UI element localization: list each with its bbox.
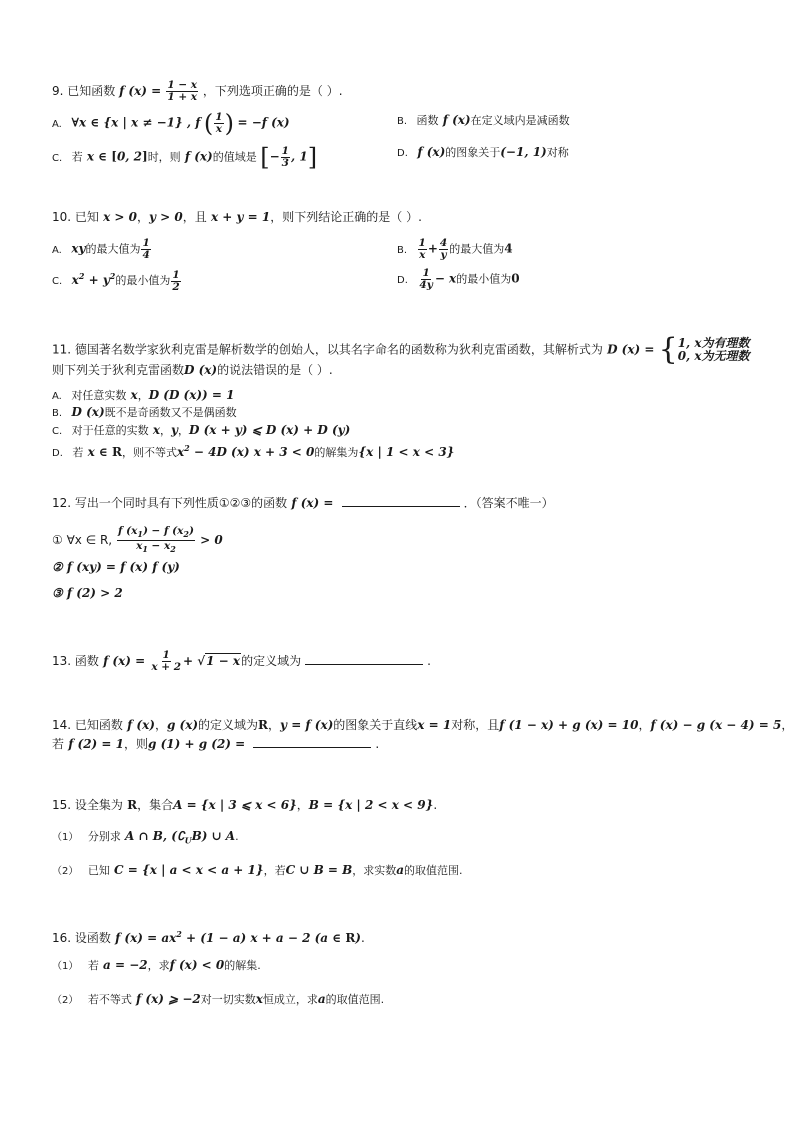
q14-stem-line1: 14. 已知函数 f (x)，g (x)的定义域为R，y = f (x)的图象关于直线x = 1对称，且f (1 − x) + g (x) = 10，f (x) − g (x − 4) = 5，	[52, 718, 794, 732]
q11-piecewise: { 1, x为有理数 0, x为无理数	[658, 332, 750, 367]
q13-stem: 13. 函数 f (x) = $\frac{1}{x + 2}$ + √1 − x的定义域为 .	[52, 649, 431, 673]
q9-option-d: D. f (x)的图象关于(−1, 1)对称	[397, 145, 569, 159]
q12-property-1: ① ∀x ∈ R, $\frac{f (x_1) - f (x_2)}{x_1 - x_2}$ > 0	[52, 525, 223, 555]
q15-part-2: （2） 已知 C = {x | a < x < a + 1}，若C ∪ B = B，求实数a的取值范围.	[52, 863, 463, 877]
q12-property-2: ② f (xy) = f (x) f (y)	[52, 560, 180, 574]
q10-option-d: D. $\frac{1}{4y}$ − x的最小值为0	[397, 267, 520, 291]
q11-stem-line2: 则下列关于狄利克雷函数D (x)的说法错误的是（ ）.	[52, 363, 333, 377]
q12-property-3: ③ f (2) > 2	[52, 586, 123, 600]
q9-option-b: B. 函数 f (x)在定义域内是减函数	[397, 113, 570, 127]
q14-answer-blank[interactable]	[253, 737, 371, 748]
q9-option-a: A. ∀x ∈ {x | x ≠ −1} , f ( $\frac{1}{x}$ ) = −f (x)	[52, 109, 290, 138]
q9-stem: 9. 已知函数 f (x) = $\frac{1 - x}{1 + x}$ ，下列选项正确的是（ ）.	[52, 79, 343, 103]
q12-stem: 12. 写出一个同时具有下列性质①②③的函数 f (x) = ．（答案不唯一）	[52, 496, 554, 510]
q11-option-d: D. 若 x ∈ R，则不等式$x^2 - 4D$ (x) x + 3 < 0的解集为{x | 1 < x < 3}	[52, 443, 455, 459]
q10-option-b: B. $\frac{1}{x}$ + $\frac{4}{y}$ 的最大值为4	[397, 237, 513, 261]
q10-option-a: A. xy的最大值为 $\frac{1}{4}$	[52, 237, 150, 261]
q11-option-a: A. 对任意实数 x，D (D (x)) = 1	[52, 388, 235, 402]
q16-stem: 16. 设函数 f $(x) = ax^2 + (1 - a) x + a - 2$ (a ∈ R).	[52, 929, 365, 945]
q15-stem: 15. 设全集为 R，集合A = {x | 3 ⩽ x < 6}，B = {x | 2 < x < 9}.	[52, 798, 438, 812]
q14-stem-line2: 若 f (2) = 1，则g (1) + g (2) = .	[52, 737, 380, 751]
q16-part-2: （2） 若不等式 f (x) ⩾ −2对一切实数x恒成立，求a的取值范围.	[52, 992, 385, 1006]
q10-stem: 10. 已知 x > 0，y > 0，且 x + y = 1，则下列结论正确的是（ ）.	[52, 210, 422, 224]
q13-answer-blank[interactable]	[305, 654, 423, 665]
q10-option-c: C. $x^2 + y^2$的最小值为 $\frac{1}{2}$	[52, 268, 180, 293]
q11-option-b: B. D (x)既不是奇函数又不是偶函数	[52, 405, 237, 419]
q16-part-1: （1） 若 a = −2，求f (x) < 0的解集.	[52, 958, 261, 972]
q12-answer-blank[interactable]	[342, 496, 460, 507]
q15-part-1: （1） 分别求 A ∩ B, $(∁_UB)$ ∪ A.	[52, 829, 239, 846]
q9-option-c: C. 若 x ∈ [0, 2]时，则 f (x)的值域是 [− $\frac{1}{3}$ , 1]	[52, 143, 318, 172]
q11-option-c: C. 对于任意的实数 x，y，D (x + y) ⩽ D (x) + D (y)	[52, 423, 351, 437]
q11-stem: 11. 德国著名数学家狄利克雷是解析数学的创始人，以其名字命名的函数称为狄利克雷函数，其解析式为 D (x) = { 1, x为有理数 0, x为无理数	[52, 332, 750, 367]
